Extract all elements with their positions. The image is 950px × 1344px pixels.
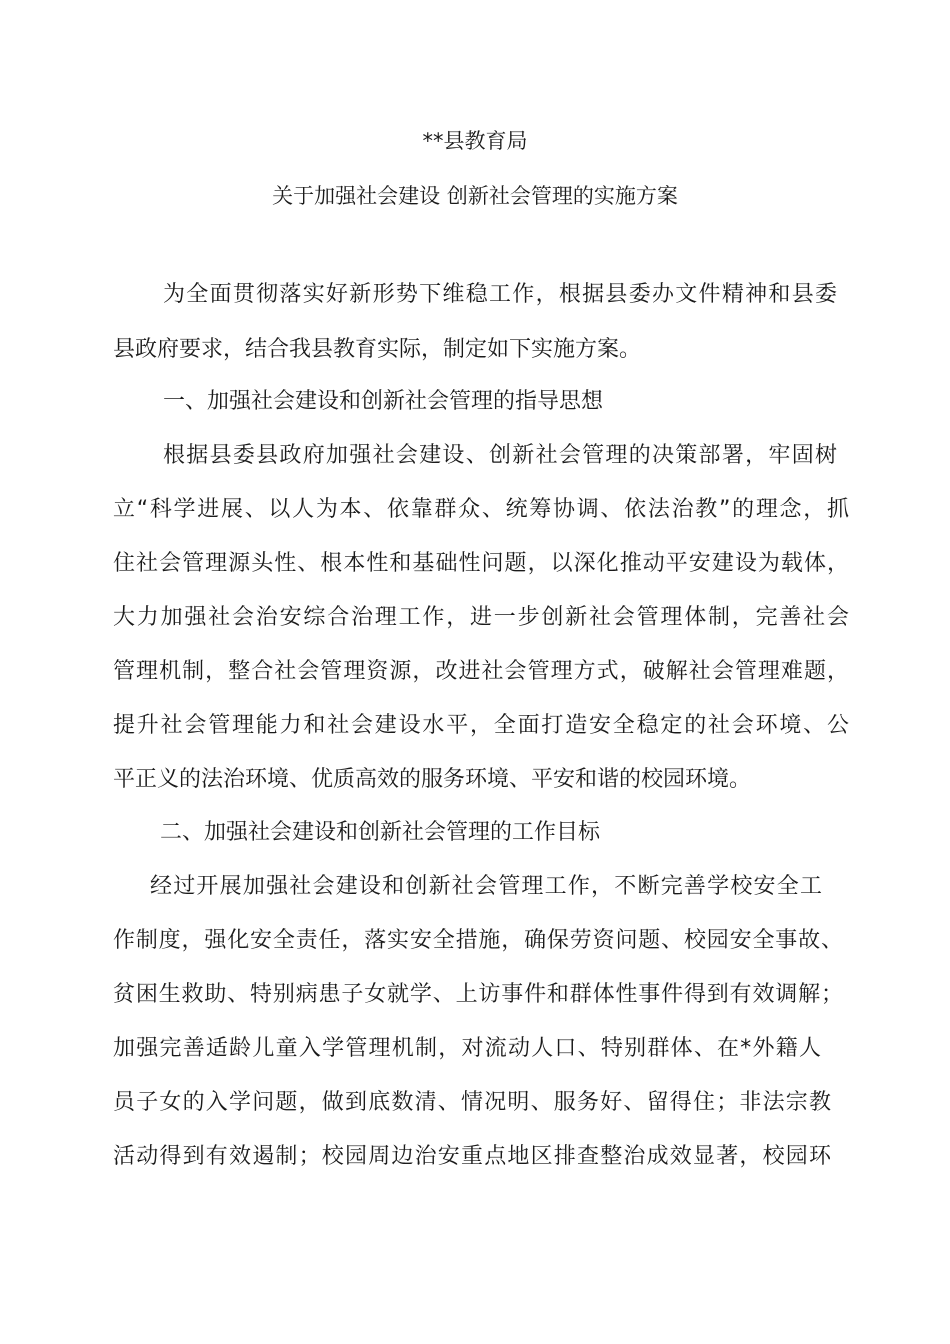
paragraph-line: 经过开展加强社会建设和创新社会管理工作，不断完善学校安全工	[150, 874, 822, 899]
section-heading: 二、加强社会建设和创新社会管理的工作目标	[160, 820, 601, 845]
paragraph-line: 员子女的入学问题，做到底数清、情况明、服务好、留得住；非法宗教	[113, 1090, 831, 1115]
paragraph-line: 贫困生救助、特别病患子女就学、上访事件和群体性事件得到有效调解；	[113, 982, 843, 1007]
section-heading: 一、加强社会建设和创新社会管理的指导思想	[163, 389, 604, 414]
document-issuer: **县教育局	[422, 129, 528, 153]
paragraph-line: 立“科学进展、以人为本、依靠群众、统筹协调、依法治教”的理念，抓	[113, 497, 849, 522]
paragraph-line: 活动得到有效遏制；校园周边治安重点地区排查整治成效显著，校园环	[113, 1144, 831, 1169]
paragraph-line: 作制度，强化安全责任，落实安全措施，确保劳资问题、校园安全事故、	[113, 928, 843, 953]
paragraph-line: 为全面贯彻落实好新形势下维稳工作，根据县委办文件精神和县委	[163, 282, 837, 307]
paragraph-line: 县政府要求，结合我县教育实际，制定如下实施方案。	[113, 337, 642, 362]
paragraph-line: 加强完善适龄儿童入学管理机制，对流动人口、特别群体、在*外籍人	[113, 1036, 821, 1061]
paragraph-line: 平正义的法治环境、优质高效的服务环境、平安和谐的校园环境。	[113, 767, 752, 792]
document-title: 关于加强社会建设 创新社会管理的实施方案	[272, 184, 678, 208]
paragraph-line: 提升社会管理能力和社会建设水平，全面打造安全稳定的社会环境、公	[113, 713, 849, 738]
paragraph-line: 根据县委县政府加强社会建设、创新社会管理的决策部署，牢固树	[163, 443, 837, 468]
paragraph-line: 住社会管理源头性、根本性和基础性问题，以深化推动平安建设为载体，	[113, 551, 849, 576]
paragraph-line: 管理机制，整合社会管理资源，改进社会管理方式，破解社会管理难题，	[113, 659, 849, 684]
paragraph-line: 大力加强社会治安综合治理工作，进一步创新社会管理体制，完善社会	[113, 605, 849, 630]
